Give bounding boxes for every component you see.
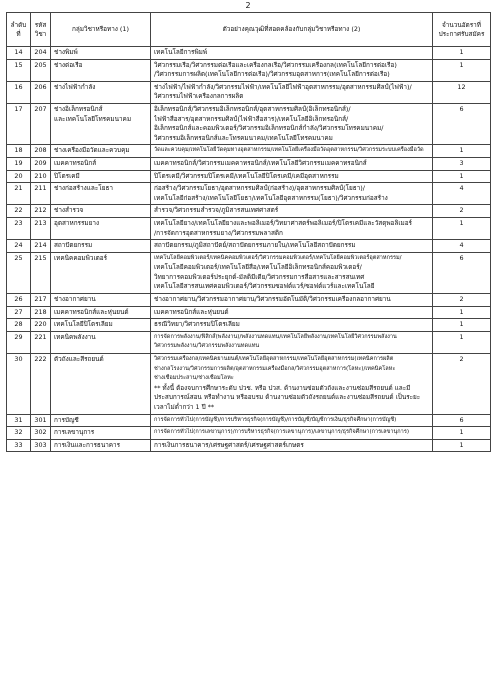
qualification-line: ก่อสร้าง/วิศวกรรมโยธา/อุตสาหกรรมศิลป์(ก่อสร้าง)/อุตสาหกรรมศิลป์(โยธา)/	[154, 184, 365, 193]
table-row	[7, 414, 491, 427]
subject-code: 218	[31, 306, 51, 319]
table-header-row	[7, 13, 491, 47]
row-number: 15	[7, 59, 31, 81]
subject-group-line: ตัวถังและสีรถยนต์	[54, 355, 104, 364]
subject-group	[51, 205, 151, 218]
subject-group-line: เทคนิคคอมพิวเตอร์	[54, 253, 108, 262]
qualification-examples	[151, 81, 433, 103]
subject-code: 217	[31, 294, 51, 307]
table-row	[7, 331, 491, 353]
qualification-line: เทคโนโลยีคอมพิวเตอร์/เทคโนโลยีสื่อ/เทคโนโลยีอิเล็กทรอนิกส์คอมพิวเตอร์/	[154, 263, 362, 272]
qualification-line: เทคโนโลยีก่อสร้าง/เทคโนโลยีโยธา/เทคโนโลยีอุตสาหกรรม(โยธา)/วิศวกรรมก่อสร้าง	[154, 193, 388, 202]
table-row	[7, 294, 491, 307]
row-number: 27	[7, 306, 31, 319]
table-row	[7, 81, 491, 103]
qualification-examples	[151, 439, 433, 452]
header-positions: จำนวนอัตราที่ประกาศรับสมัคร	[433, 13, 491, 47]
qualification-line: วิศวกรรมอิเล็กทรอนิกส์และโทรคมนาคม/เทคโนโลยีโทรคมนาคม	[154, 133, 333, 142]
subject-code: 208	[31, 145, 51, 158]
subject-code: 204	[31, 47, 51, 60]
qualification-line: วัดและควบคุม/เทคโนโลยีวัดคุมทางอุตสาหกรรม/เทคโนโลยีเครื่องมือวัดอุตสาหกรรม/วิศวกรรมระบบเครื่องมือวัด	[154, 147, 424, 154]
subject-group-line: ช่างต่อเรือ	[54, 60, 83, 69]
table-row	[7, 205, 491, 218]
table-row	[7, 157, 491, 170]
qualification-examples	[151, 414, 433, 427]
subject-group-line: และเทคโนโลยีโทรคมนาคม	[54, 114, 132, 123]
subject-code: 214	[31, 240, 51, 253]
subject-code: 213	[31, 217, 51, 239]
qualification-examples	[151, 183, 433, 205]
subject-group-line: ช่างอิเล็กทรอนิกส์	[54, 104, 103, 113]
row-number: 23	[7, 217, 31, 239]
subject-group-line: เทคนิคพลังงาน	[54, 332, 96, 341]
qualification-line: การจัดการทั่วไป(การบัญชี)/การบริหารธุรกิจ(การบัญชี)/การบัญชี/บัญชีการเงิน/ธุรกิจศึกษา(การบัญชี)	[154, 416, 397, 423]
subject-group	[51, 294, 151, 307]
subject-group	[51, 240, 151, 253]
subject-group	[51, 170, 151, 183]
qualification-line: ไฟฟ้าสื่อสาร/อุตสาหกรรมศิลป์(ไฟฟ้าสื่อสาร)/เทคโนโลยีอิเล็กทรอนิกส์/	[154, 114, 349, 123]
subject-group-line: เมคคาทรอนิกส์	[54, 158, 97, 167]
row-number: 33	[7, 439, 31, 452]
qualification-examples	[151, 170, 433, 183]
qualification-line: เทคโนโลยียาง/เทคโนโลยียางและพอลิเมอร์/วิทยาศาสตร์พอลิเมอร์/ปิโตรเคมีและวัสดุพอลิเมอร์	[154, 218, 412, 227]
position-count: 6	[433, 103, 491, 144]
row-number: 25	[7, 252, 31, 293]
subject-group-line: ช่างอากาศยาน	[54, 295, 96, 304]
qualification-table	[6, 12, 491, 452]
subject-group-line: เมคคาทรอนิกส์และหุ่นยนต์	[54, 307, 129, 316]
qualification-examples	[151, 47, 433, 60]
subject-group-line: การบัญชี	[54, 415, 79, 424]
qualification-line: เมคคาทรอนิกส์และหุ่นยนต์	[154, 307, 229, 316]
table-row	[7, 145, 491, 158]
row-number: 30	[7, 354, 31, 415]
position-count: 4	[433, 240, 491, 253]
position-count: 1	[433, 145, 491, 158]
table-row	[7, 103, 491, 144]
row-number: 28	[7, 319, 31, 332]
subject-group	[51, 217, 151, 239]
subject-code: 220	[31, 319, 51, 332]
subject-group	[51, 439, 151, 452]
subject-group-line: สถาปัตยกรรม	[54, 241, 93, 250]
page-number: 2	[245, 1, 251, 10]
subject-group	[51, 103, 151, 144]
subject-group-line: ช่างไฟฟ้ากำลัง	[54, 82, 96, 91]
qualification-line: ช่างไฟฟ้า/ไฟฟ้ากำลัง/วิศวกรรมไฟฟ้า/เทคโนโลยีไฟฟ้าอุตสาหกรรม/อุตสาหกรรมศิลป์(ไฟฟ้า)/	[154, 82, 412, 91]
subject-code: 205	[31, 59, 51, 81]
qualification-line: สถาปัตยกรรม/ภูมิสถาปัตย์/สถาปัตยกรรมภายใน/เทคโนโลยีสถาปัตยกรรม	[154, 241, 356, 250]
table-row	[7, 427, 491, 440]
qualification-line: ช่างกลโรงงาน/วิศวกรรมการผลิต/อุตสาหกรรมเครื่องมือกล/วิศวกรรมอุตสาหการ(โลหะ)/เทคนิคโลหะ	[154, 365, 396, 372]
qualification-examples	[151, 427, 433, 440]
subject-code: 301	[31, 414, 51, 427]
position-count: 1	[433, 331, 491, 353]
qualification-line: ปิโตรเคมี/วิศวกรรมปิโตรเคมี/เทคโนโลยีปิโตรเคมี/เคมีอุตสาหกรรม	[154, 171, 339, 180]
subject-group-line: ปิโตรเคมี	[54, 171, 80, 180]
table-row	[7, 252, 491, 293]
subject-group	[51, 414, 151, 427]
table-row	[7, 354, 491, 415]
header-examples: ตัวอย่างคุณวุฒิที่สอดคล้องกับกลุ่มวิชาหรือทาง (2)	[151, 13, 433, 47]
subject-group-line: อุตสาหกรรมยาง	[54, 218, 100, 227]
subject-group-line: การเลขานุการ	[54, 428, 95, 437]
row-number: 32	[7, 427, 31, 440]
subject-group-line: เทคโนโลยีปิโตรเลียม	[54, 320, 113, 329]
qualification-line: เทคโนโลยีคอมพิวเตอร์/เทคนิคคอมพิวเตอร์/วิศวกรรมคอมพิวเตอร์/เทคโนโลยีคอมพิวเตอร์อุตสาหกรรม/	[154, 254, 402, 261]
subject-code: 221	[31, 331, 51, 353]
subject-group-line: ช่างพิมพ์	[54, 48, 78, 56]
qualification-line: วิศวกรรมเครื่องกล/เทคนิคยานยนต์/เทคโนโลยีอุตสาหกรรม/เทคโนโลยีอุตสาหกรรม(เทคนิคการผลิต	[154, 356, 394, 363]
qualification-examples	[151, 240, 433, 253]
qualification-examples	[151, 331, 433, 353]
table-row	[7, 439, 491, 452]
subject-group	[51, 183, 151, 205]
table-body	[7, 47, 491, 452]
subject-code: 222	[31, 354, 51, 415]
table-row	[7, 240, 491, 253]
row-number: 14	[7, 47, 31, 60]
qualification-line: การจัดการทั่วไป(การเลขานุการ)/การบริหารธุรกิจ(การเลขานุการ)/เลขานุการ/ธุรกิจศึกษา(การเลขานุการ)	[154, 429, 410, 436]
qualification-line: วิศวกรรมพลังงาน/วิศวกรรมพลังงานทดแทน	[154, 343, 260, 350]
row-number: 20	[7, 170, 31, 183]
subject-group	[51, 427, 151, 440]
position-count: 1	[433, 439, 491, 452]
subject-group	[51, 47, 151, 60]
row-number: 18	[7, 145, 31, 158]
subject-group	[51, 354, 151, 415]
qualification-examples	[151, 294, 433, 307]
row-number: 31	[7, 414, 31, 427]
subject-code: 215	[31, 252, 51, 293]
qualification-line: วิศวกรรมไฟฟ้าเครื่องกลการผลิต	[154, 92, 244, 101]
table-row	[7, 319, 491, 332]
subject-group-line: ช่างเครื่องมือวัดและควบคุม	[54, 146, 130, 155]
qualification-line: การเงินการธนาคาร/เศรษฐศาสตร์/เศรษฐศาสตร์เกษตร	[154, 440, 304, 449]
subject-code: 206	[31, 81, 51, 103]
subject-group	[51, 331, 151, 353]
qualification-line: สำรวจ/วิศวกรรมสำรวจ/ภูมิสารสนเทศศาสตร์	[154, 206, 279, 215]
subject-group-line: ช่างสำรวจ	[54, 206, 84, 215]
position-count: 3	[433, 157, 491, 170]
qualification-examples	[151, 306, 433, 319]
qualification-line: /วิศวกรรมการผลิต(เทคโนโลยีการต่อเรือ)/วิศวกรรมอุตสาหการ(เทคโนโลยีการต่อเรือ)	[154, 70, 390, 79]
subject-code: 212	[31, 205, 51, 218]
subject-group-line: ช่างก่อสร้างและโยธา	[54, 184, 113, 193]
qualification-examples	[151, 59, 433, 81]
qualification-examples	[151, 157, 433, 170]
header-group: กลุ่มวิชาหรือทาง (1)	[51, 13, 151, 47]
qualification-line: /การจัดการอุตสาหกรรมยาง/วิศวกรรมพลาสติก	[154, 228, 283, 237]
subject-code: 210	[31, 170, 51, 183]
qualification-line: อิเล็กทรอนิกส์และคอมพิวเตอร์/วิศวกรรมอิเล็กทรอนิกส์กำลัง/วิศวกรรมโทรคมนาคม/	[154, 124, 384, 133]
subject-group	[51, 252, 151, 293]
position-count: 1	[433, 59, 491, 81]
position-count: 6	[433, 252, 491, 293]
position-count: 2	[433, 205, 491, 218]
position-count: 1	[433, 47, 491, 60]
table-row	[7, 170, 491, 183]
qualification-line: เทคโนโลยีการพิมพ์	[154, 48, 208, 56]
table-row	[7, 47, 491, 60]
subject-code: 303	[31, 439, 51, 452]
qualification-line: อิเล็กทรอนิกส์/วิศวกรรมอิเล็กทรอนิกส์/อุตสาหกรรมศิลป์(อิเล็กทรอนิกส์)/	[154, 104, 351, 113]
subject-group	[51, 81, 151, 103]
qualification-line: เทคโนโลยีสารสนเทศคอมพิวเตอร์/วิศวกรรมซอฟต์แวร์/ซอฟต์แวร์และเทคโนโลยี	[154, 282, 375, 291]
position-count: 1	[433, 427, 491, 440]
row-number: 19	[7, 157, 31, 170]
qualification-line: ช่างเชื่อมประสาน/ช่างเชื่อมโลหะ	[154, 375, 234, 382]
table-row	[7, 217, 491, 239]
table-row	[7, 183, 491, 205]
position-count: 6	[433, 414, 491, 427]
subject-group	[51, 145, 151, 158]
position-count: 1	[433, 170, 491, 183]
position-count: 2	[433, 354, 491, 415]
qualification-note: ** ทั้งนี้ ต้องจบการศึกษาระดับ ปวช. หรือ ปวส. ด้านงานซ่อมตัวถังและงานซ่อมสีรถยนต์ และมีประสบการณ์สอน หรือทำงาน หรืออบรม ด้านงานซ่อมตัวถังรถยนต์และงานซ่อมสีรถยนต์ เป็นระยะเวลาไม่ต่ำกว่า 1 ปี **	[154, 383, 421, 411]
subject-code: 207	[31, 103, 51, 144]
row-number: 17	[7, 103, 31, 144]
qualification-examples	[151, 252, 433, 293]
position-count: 12	[433, 81, 491, 103]
position-count: 1	[433, 306, 491, 319]
subject-code: 302	[31, 427, 51, 440]
row-number: 24	[7, 240, 31, 253]
subject-group	[51, 306, 151, 319]
position-count: 2	[433, 294, 491, 307]
subject-group-line: การเงินและการธนาคาร	[54, 440, 121, 449]
qualification-examples	[151, 145, 433, 158]
qualification-examples	[151, 217, 433, 239]
row-number: 16	[7, 81, 31, 103]
header-no: ลำดับที่	[7, 13, 31, 47]
qualification-line: เมคคาทรอนิกส์/วิศวกรรมเมคคาทรอนิกส์/เทคโนโลยีวิศวกรรมเมคคาทรอนิกส์	[154, 158, 367, 167]
row-number: 21	[7, 183, 31, 205]
qualification-line: ธรณีวิทยา/วิศวกรรมปิโตรเลียม	[154, 320, 240, 329]
qualification-examples	[151, 354, 433, 415]
qualification-examples	[151, 319, 433, 332]
qualification-examples	[151, 205, 433, 218]
position-count: 1	[433, 319, 491, 332]
qualification-examples	[151, 103, 433, 144]
header-code: รหัสวิชา	[31, 13, 51, 47]
subject-code: 211	[31, 183, 51, 205]
qualification-line: วิศวกรรมเรือ/วิศวกรรมต่อเรือและเครื่องกลเรือ/วิศวกรรมเครื่องกล(เทคโนโลยีการต่อเรือ)	[154, 60, 397, 69]
row-number: 29	[7, 331, 31, 353]
subject-code: 209	[31, 157, 51, 170]
position-count: 4	[433, 183, 491, 205]
row-number: 26	[7, 294, 31, 307]
position-count: 1	[433, 217, 491, 239]
table-row	[7, 59, 491, 81]
subject-group	[51, 59, 151, 81]
subject-group	[51, 319, 151, 332]
subject-group	[51, 157, 151, 170]
qualification-line: การจัดการพลังงาน/ฟิสิกส์(พลังงาน)/พลังงานทดแทน/เทคโนโลยีพลังงาน/เทคโนโลยีวิศวกรรมพลังงาน	[154, 333, 397, 340]
qualification-line: วิทยาการคอมพิวเตอร์ประยุกต์-มัลติมีเดีย/วิศวกรรมการสื่อสารและสารสนเทศ	[154, 272, 365, 281]
qualification-line: ช่างอากาศยาน/วิศวกรรมอากาศยาน/วิศวกรรมอัตโนมัติ/วิศวกรรมเครื่องกลอากาศยาน	[154, 295, 391, 304]
table-row	[7, 306, 491, 319]
row-number: 22	[7, 205, 31, 218]
